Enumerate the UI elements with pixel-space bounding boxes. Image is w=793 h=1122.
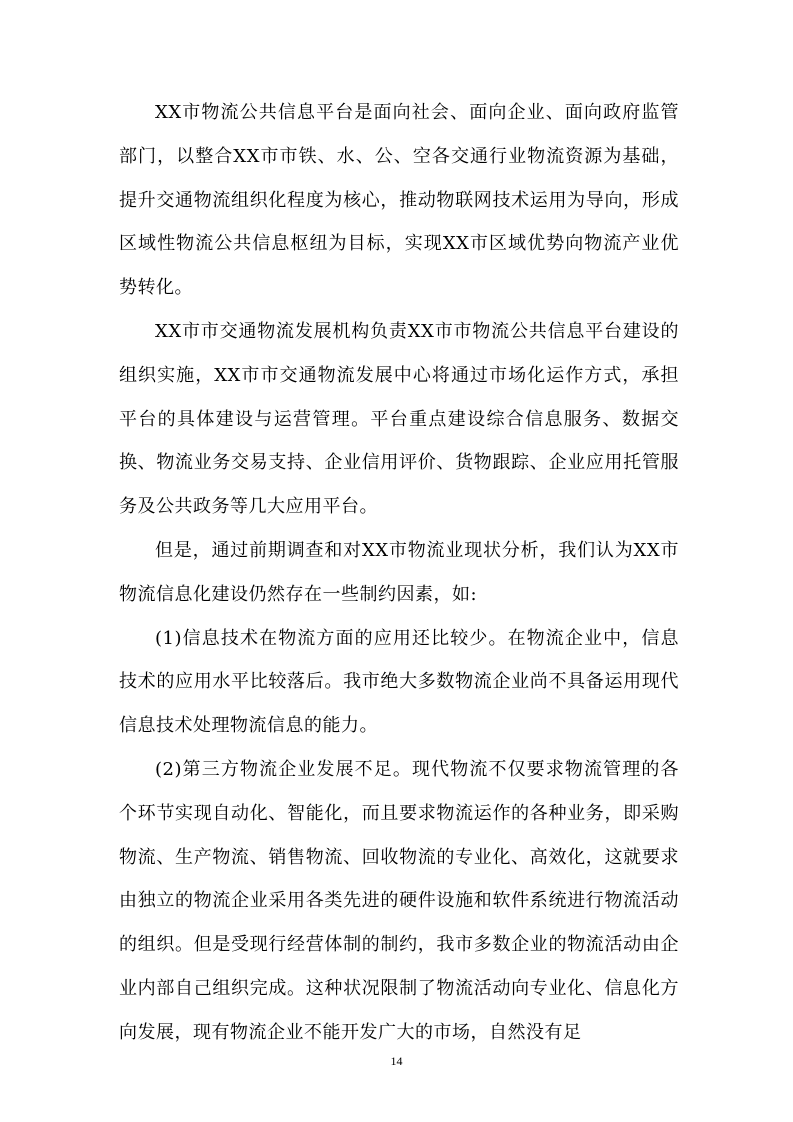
paragraph-constraint-1: (1)信息技术在物流方面的应用还比较少。在物流企业中，信息技术的应用水平比较落后。我市绝大多数物流企业尚不具备运用现代信息技术处理物流信息的能力。 — [119, 627, 679, 737]
paragraph-platform-intro: XX市物流公共信息平台是面向社会、面向企业、面向政府监管部门，以整合XX市市铁、水、公、空各交通行业物流资源为基础，提升交通物流组织化程度为核心，推动物联网技术运用为导向，形成区域性物流公共信息枢纽为目标，实现XX市区域优势向物流产业优势转化。 — [119, 102, 679, 299]
paragraph-constraints-intro: 但是，通过前期调查和对XX市物流业现状分析，我们认为XX市物流信息化建设仍然存在一些制约因素，如: — [119, 539, 679, 605]
body-text — [119, 91, 679, 1055]
paragraph-organization: XX市市交通物流发展机构负责XX市市物流公共信息平台建设的组织实施，XX市市交通物流发展中心将通过市场化运作方式，承担平台的具体建设与运营管理。平台重点建设综合信息服务、数据交换、物流业务交易支持、企业信用评价、货物跟踪、企业应用托管服务及公共政务等几大应用平台。 — [119, 320, 679, 518]
page-number: 14 — [390, 1054, 403, 1068]
paragraph-constraint-2: (2)第三方物流企业发展不足。现代物流不仅要求物流管理的各个环节实现自动化、智能化，而且要求物流运作的各种业务，即采购物流、生产物流、销售物流、回收物流的专业化、高效化，这就要求由独立的物流企业采用各类先进的硬件设施和软件系统进行物流活动的组织。但是受现行经营体制的制约，我市多数企业的物流活动由企业内部自己组织完成。这种状况限制了物流活动向专业化、信息化方向发展，现有物流企业不能开发广大的市场，自然没有足 — [119, 758, 679, 1043]
